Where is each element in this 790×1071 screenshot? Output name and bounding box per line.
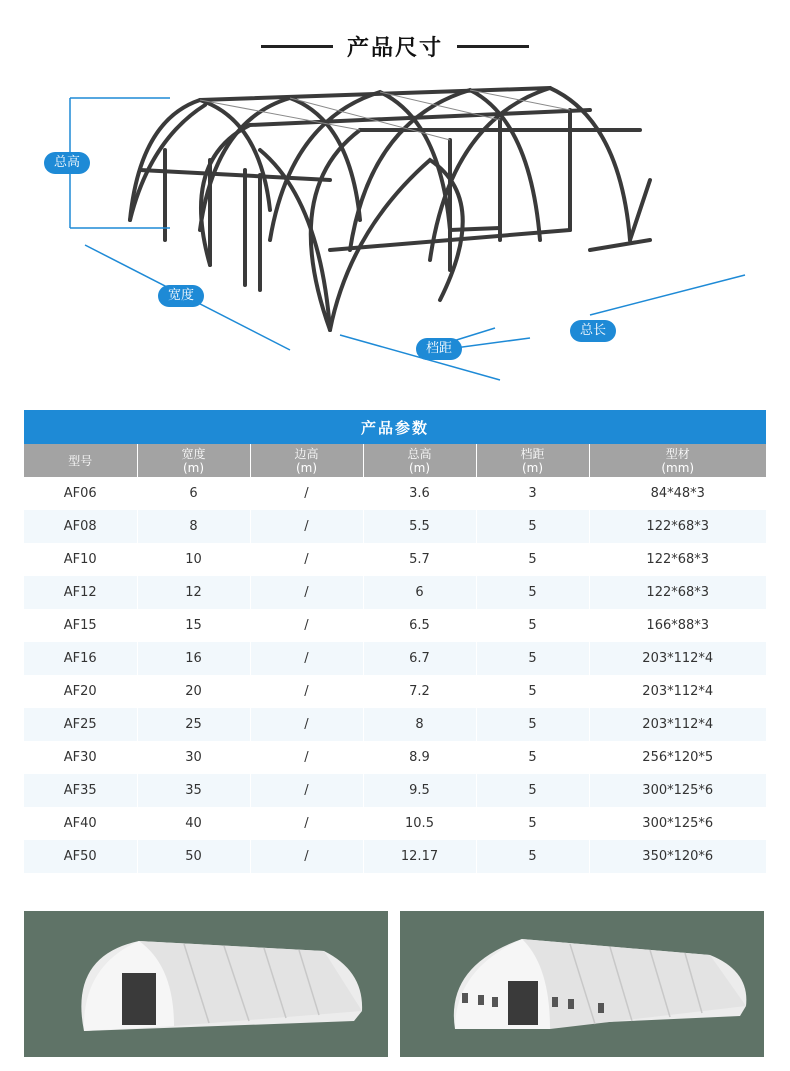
cell-total-height: 5.7 <box>363 543 476 576</box>
cell-total-height: 6 <box>363 576 476 609</box>
table-row <box>24 774 766 807</box>
cell-model: AF15 <box>24 609 137 642</box>
cell-total-height: 7.2 <box>363 675 476 708</box>
spec-table <box>24 444 766 873</box>
cell-side-height: / <box>250 675 363 708</box>
cell-bay-distance: 5 <box>476 807 589 840</box>
cell-profile: 84*48*3 <box>589 477 766 510</box>
cell-model: AF16 <box>24 642 137 675</box>
tent-frame-diagram <box>30 80 760 400</box>
cell-width: 8 <box>137 510 250 543</box>
cell-profile: 203*112*4 <box>589 675 766 708</box>
cell-model: AF06 <box>24 477 137 510</box>
cell-side-height: / <box>250 609 363 642</box>
cell-profile: 203*112*4 <box>589 708 766 741</box>
cell-total-height: 12.17 <box>363 840 476 873</box>
cell-width: 40 <box>137 807 250 840</box>
cell-side-height: / <box>250 840 363 873</box>
cell-total-height: 6.7 <box>363 642 476 675</box>
label-total-height: 总高 <box>44 152 90 174</box>
table-row <box>24 477 766 510</box>
cell-bay-distance: 5 <box>476 609 589 642</box>
table-row <box>24 708 766 741</box>
tent-photo-plain <box>24 911 388 1057</box>
section-header <box>0 24 790 68</box>
cell-total-height: 9.5 <box>363 774 476 807</box>
col-header-profile: 型材 (mm) <box>589 444 766 477</box>
cell-bay-distance: 5 <box>476 510 589 543</box>
cell-bay-distance: 5 <box>476 576 589 609</box>
table-row <box>24 510 766 543</box>
cell-side-height: / <box>250 642 363 675</box>
table-row <box>24 807 766 840</box>
cell-bay-distance: 5 <box>476 840 589 873</box>
cell-side-height: / <box>250 708 363 741</box>
cell-width: 25 <box>137 708 250 741</box>
cell-bay-distance: 5 <box>476 642 589 675</box>
table-row <box>24 741 766 774</box>
label-total-length: 总长 <box>570 320 616 342</box>
label-bay-distance: 档距 <box>416 338 462 360</box>
cell-width: 10 <box>137 543 250 576</box>
cell-side-height: / <box>250 510 363 543</box>
header-left-rule <box>261 45 333 48</box>
cell-total-height: 5.5 <box>363 510 476 543</box>
cell-total-height: 6.5 <box>363 609 476 642</box>
cell-model: AF30 <box>24 741 137 774</box>
cell-model: AF50 <box>24 840 137 873</box>
cell-profile: 122*68*3 <box>589 543 766 576</box>
cell-total-height: 10.5 <box>363 807 476 840</box>
cell-width: 35 <box>137 774 250 807</box>
cell-profile: 300*125*6 <box>589 807 766 840</box>
cell-bay-distance: 5 <box>476 708 589 741</box>
cell-model: AF35 <box>24 774 137 807</box>
table-row <box>24 576 766 609</box>
col-header-width: 宽度 (m) <box>137 444 250 477</box>
tent-render-windows <box>400 911 764 1057</box>
tent-render-plain <box>24 911 388 1057</box>
cell-width: 30 <box>137 741 250 774</box>
col-header-bay-distance: 档距 (m) <box>476 444 589 477</box>
cell-bay-distance: 5 <box>476 675 589 708</box>
cell-total-height: 3.6 <box>363 477 476 510</box>
cell-bay-distance: 5 <box>476 741 589 774</box>
cell-total-height: 8 <box>363 708 476 741</box>
cell-profile: 350*120*6 <box>589 840 766 873</box>
cell-side-height: / <box>250 543 363 576</box>
table-row <box>24 675 766 708</box>
cell-model: AF25 <box>24 708 137 741</box>
cell-width: 50 <box>137 840 250 873</box>
cell-side-height: / <box>250 807 363 840</box>
table-row <box>24 642 766 675</box>
cell-width: 12 <box>137 576 250 609</box>
table-title: 产品参数 <box>24 410 766 444</box>
cell-profile: 203*112*4 <box>589 642 766 675</box>
table-header-row <box>24 444 766 477</box>
parameters-table <box>24 410 766 873</box>
table-row <box>24 543 766 576</box>
cell-side-height: / <box>250 576 363 609</box>
cell-model: AF12 <box>24 576 137 609</box>
cell-side-height: / <box>250 774 363 807</box>
cell-side-height: / <box>250 741 363 774</box>
col-header-side-height: 边高 (m) <box>250 444 363 477</box>
cell-bay-distance: 5 <box>476 543 589 576</box>
tent-photo-windows <box>400 911 764 1057</box>
cell-profile: 166*88*3 <box>589 609 766 642</box>
tent-frame-illustration <box>30 80 760 400</box>
cell-model: AF20 <box>24 675 137 708</box>
cell-profile: 122*68*3 <box>589 510 766 543</box>
cell-profile: 256*120*5 <box>589 741 766 774</box>
cell-width: 6 <box>137 477 250 510</box>
cell-profile: 122*68*3 <box>589 576 766 609</box>
col-header-model: 型号 <box>24 444 137 477</box>
cell-bay-distance: 3 <box>476 477 589 510</box>
cell-bay-distance: 5 <box>476 774 589 807</box>
cell-model: AF08 <box>24 510 137 543</box>
label-width: 宽度 <box>158 285 204 307</box>
table-row <box>24 840 766 873</box>
cell-side-height: / <box>250 477 363 510</box>
cell-width: 15 <box>137 609 250 642</box>
table-row <box>24 609 766 642</box>
col-header-total-height: 总高 (m) <box>363 444 476 477</box>
header-right-rule <box>457 45 529 48</box>
cell-total-height: 8.9 <box>363 741 476 774</box>
cell-model: AF40 <box>24 807 137 840</box>
cell-width: 16 <box>137 642 250 675</box>
cell-profile: 300*125*6 <box>589 774 766 807</box>
cell-width: 20 <box>137 675 250 708</box>
cell-model: AF10 <box>24 543 137 576</box>
page-title: 产品尺寸 <box>346 35 443 61</box>
